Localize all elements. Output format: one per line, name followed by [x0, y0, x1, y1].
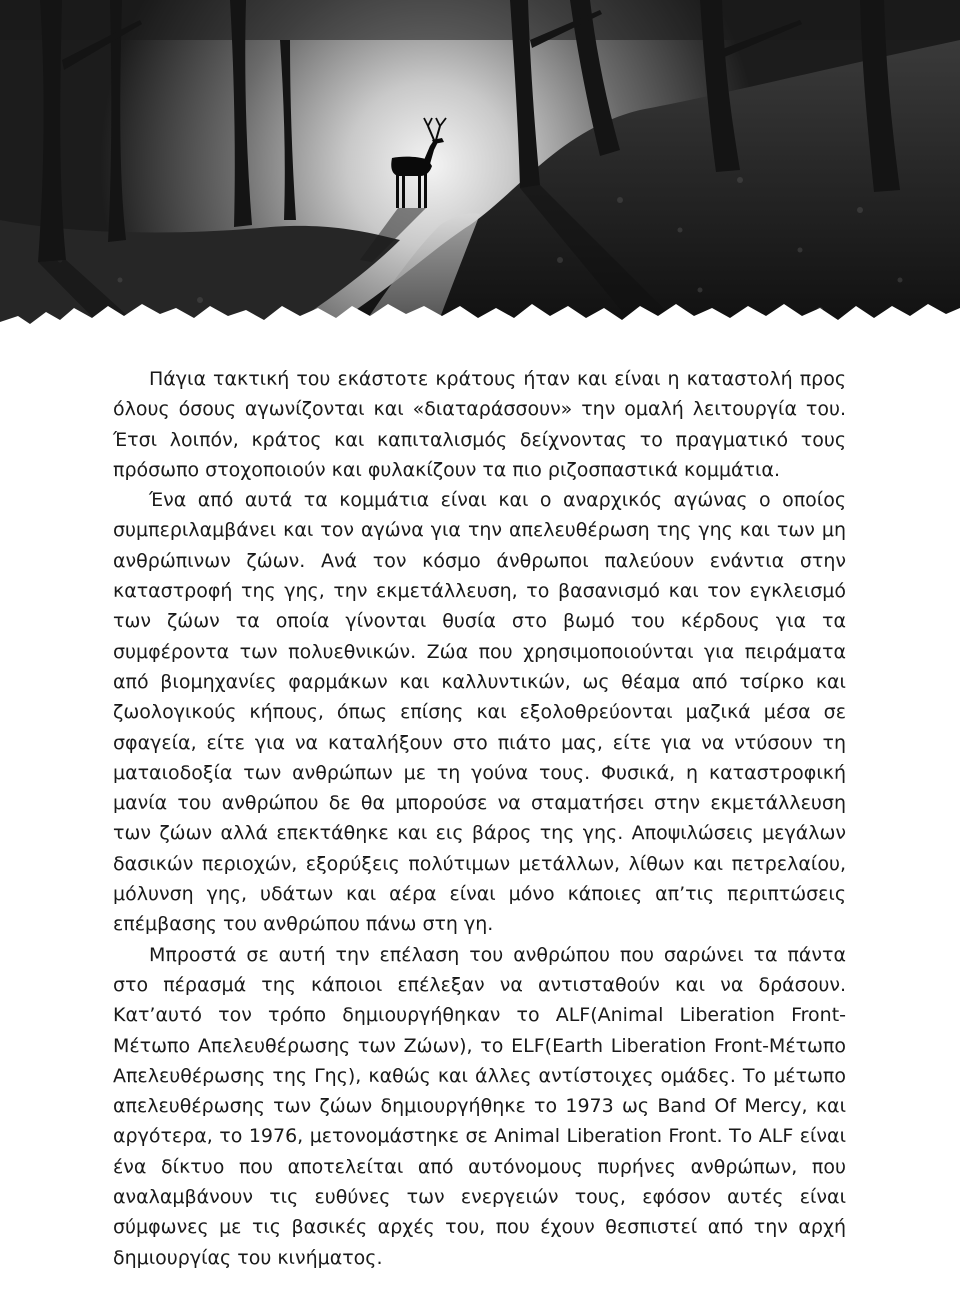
- paragraph-3: Μπροστά σε αυτή την επέλαση του ανθρώπου που σαρώνει τα πάντα στο πέρασμά της κάποιοι επέλεξαν να αντισταθούν και να δράσουν. Κατ’αυτό τον τρόπο δημιουργήθηκαν το ALF(Animal Liberation Front-Μέτωπο Απελευθέρωσης των Ζώων), το ELF(Earth Liberation Front-Μέτωπο Απελευθέρωσης της Γης), καθώς και άλλες αντίστοιχες ομάδες. Το μέτωπο απελευθέρωσης των ζώων δημιουργήθηκε το 1973 ως Band Of Mercy, και αργότερα, το 1976, μετονομάστηκε σε Animal Liberation Front. Το ALF είναι ένα δίκτυο που αποτελείται από αυτόνομους πυρήνες ανθρώπων, που αναλαμβάνουν τις ευθύνες των ενεργειών τους, εφόσον αυτές είναι σύμφωνες με τις βασικές αρχές του, που έχουν θεσπιστεί από την αρχή δημιουργίας του κινήματος.: [113, 943, 846, 1269]
- forest-deer-photo: [0, 0, 960, 345]
- paragraph-2: Ένα από αυτά τα κομμάτια είναι και ο αναρχικός αγώνας ο οποίος συμπεριλαμβάνει και τον αγώνα για την απελευθέρωση της γης και των μη ανθρώπινων ζώων. Ανά τον κόσμο άνθρωποι παλεύουν ενάντια στην καταστροφή της γης, την εκμετάλλευση, το βασανισμό και τον εγκλεισμό των ζώων τα οποία γίνονται θυσία στο βωμό του κέρδους για τα συμφέροντα των πολυεθνικών. Ζώα που χρησιμοποιούνται για πειράματα από βιομηχανίες φαρμάκων και καλλυντικών, ως θέαμα από τσίρκο και ζωολογικούς κήπους, όπως επίσης και εξολοθρεύονται μαζικά μέσα σε σφαγεία, είτε για να καταλήξουν στο πιάτο μας, είτε για να ντύσουν τη ματαιοδοξία των ανθρώπων με τη γούνα τους. Φυσικά, η καταστροφική μανία του ανθρώπου δε θα μπορούσε να σταματήσει στην εκμετάλλευση των ζώων αλλά επεκτάθηκε και εις βάρος της γης. Αποψιλώσεις μεγάλων δασικών περιοχών, εξορύξεις πολύτιμων μετάλλων, λίθων και πετρελαίου, μόλυνση γης, υδάτων και αέρα είναι μόνο κάποιες απ’τις περιπτώσεις επέμβασης του ανθρώπου πάνω στη γη.: [113, 489, 846, 936]
- article-body: [113, 364, 846, 1273]
- paragraph-1: Πάγια τακτική του εκάστοτε κράτους ήταν και είναι η καταστολή προς όλους όσους αγωνίζονται και «διαταράσσουν» την ομαλή λειτουργία του. Έτσι λοιπόν, κράτος και καπιταλισμός δείχνοντας το πραγματικό τους πρόσωπο στοχοποιούν και φυλακίζουν τα πιο ριζοσπαστικά κομμάτια.: [113, 368, 846, 481]
